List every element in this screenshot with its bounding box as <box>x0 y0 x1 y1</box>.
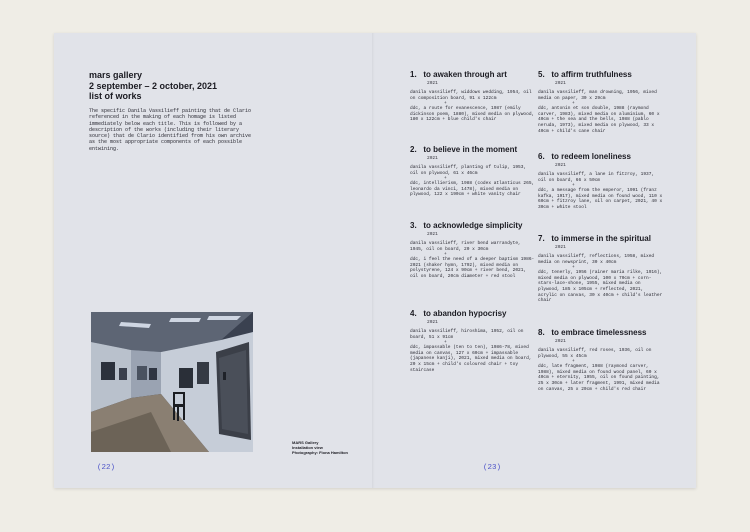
section-heading <box>410 145 535 155</box>
work-section-2 <box>410 145 535 198</box>
ddc-entry: ddc, intellierism, 1988 (codex atlanticus 265, leonardo da vinci, 1478), mixed media on plywood, 122 x 190cm + white vanity chair <box>410 181 535 198</box>
ddc-entry: ddc, a route for evanescence, 1987 (emily dickinson poem, 1880), mixed media on plywood, 180 x 122cm + blue child's chair <box>410 106 535 123</box>
work-section-6 <box>538 152 663 211</box>
exhibition-header <box>89 70 289 102</box>
page-number-right: (23) <box>483 464 502 472</box>
section-number: 7. <box>538 234 545 243</box>
section-title: to abandon hypocrisy <box>423 309 507 318</box>
ddc-entry: ddc, tenerly, 1956 (rainer maria rilke, 1916), mixed media on plywood, 100 x 70cm + corn-stars-lace-shone, 1955, mixed media on plywood, 185 x 105cm + reflected, 2021, acrylic on canvas, 30 x 40cm + child's leather chair <box>538 270 663 304</box>
ddc-entry: ddc, a message from the emperor, 1991 (franz kafka, 1917), mixed media on found wood, 110 x 60cm + fitzroy lane, oil on carpet, 2021, 40 x 30cm + white stool <box>538 188 663 210</box>
vassilieff-entry: danila vassilieff, a lane in fitzroy, 1937, oil on board, 66 x 50cm <box>538 172 655 183</box>
work-section-3 <box>410 221 535 280</box>
plus-sign: + <box>572 101 575 107</box>
work-section-5 <box>538 70 663 134</box>
photo-caption <box>292 440 348 455</box>
gallery-name: mars gallery <box>89 70 143 80</box>
section-title: to affirm truthfulness <box>551 70 632 79</box>
left-page <box>54 33 375 488</box>
vassilieff-entry: danila vassilieff, widdows wedding, 1954, oil on composition board, 91 x 122cm <box>410 90 532 101</box>
section-title: to embrace timelessness <box>551 328 647 337</box>
section-number: 4. <box>410 309 417 318</box>
vassilieff-entry: danila vassilieff, hiroshima, 1952, oil on board, 51 x 91cm <box>410 329 524 340</box>
work-section-8 <box>538 328 663 392</box>
section-number: 5. <box>538 70 545 79</box>
plus-sign: + <box>444 101 447 107</box>
section-year: 2021 <box>427 156 438 161</box>
section-title: to awaken through art <box>423 70 507 79</box>
plus-sign: + <box>572 359 575 365</box>
section-year: 2021 <box>555 163 566 168</box>
ddc-entry: ddc, i feel the need of a deeper baptism 1986-2021 (shaker hymn, 1792), mixed media on polystyrene, 124 x 90cm + river bend, 2021, oil on board, 20cm diameter + red stool <box>410 257 535 279</box>
section-year: 2021 <box>427 81 438 86</box>
section-year: 2021 <box>555 81 566 86</box>
section-year: 2021 <box>555 339 566 344</box>
section-heading <box>410 70 535 80</box>
section-title: to immerse in the spiritual <box>551 234 651 243</box>
intro-paragraph: The specific Danila Vassilieff painting that de Clario referenced in the making of each homage is listed immediately below each title. This is followed by a description of the works (including their literary source) that de Clario identified from his own archive as the most appropriate components of each possible entwining. <box>89 108 252 152</box>
section-year: 2021 <box>555 245 566 250</box>
booklet-spread <box>54 33 696 488</box>
right-page <box>375 33 696 488</box>
page-number-left: (22) <box>97 464 116 472</box>
plus-sign: + <box>444 340 447 346</box>
exhibition-dates: 2 september – 2 october, 2021 <box>89 80 218 91</box>
caption-view: Installation view <box>292 445 323 450</box>
section-number: 6. <box>538 152 545 161</box>
section-title: to redeem loneliness <box>551 152 631 161</box>
vassilieff-entry: danila vassilieff, reflections, 1958, mixed media on newsprint, 30 x 40cm <box>538 254 655 265</box>
plus-sign: + <box>444 252 447 258</box>
section-number: 8. <box>538 328 545 337</box>
section-heading <box>538 152 663 162</box>
vassilieff-entry: danila vassilieff, man drowning, 1956, mixed media on paper, 30 x 29cm <box>538 90 657 101</box>
section-number: 2. <box>410 145 417 154</box>
section-title: to acknowledge simplicity <box>423 221 523 230</box>
section-number: 3. <box>410 221 417 230</box>
section-title: to believe in the moment <box>423 145 518 154</box>
vassilieff-entry: danila vassilieff, planting of tulip, 1953, oil on plywood, 61 x 46cm <box>410 165 527 176</box>
section-number: 1. <box>410 70 417 79</box>
work-section-7 <box>538 234 663 304</box>
plus-sign: + <box>572 183 575 189</box>
caption-gallery: MARS Gallery <box>292 440 319 445</box>
ddc-entry: ddc, impassable (ten to ten), 1986-78, mixed media on canvas, 127 x 60cm + impassable (japanese kanji), 2021, mixed media on board, 20 x 15cm + child's coloured chair + toy staircase <box>410 345 532 373</box>
section-year: 2021 <box>427 320 438 325</box>
section-heading <box>410 221 535 231</box>
section-heading <box>538 70 663 80</box>
list-heading: list of works <box>89 91 142 101</box>
plus-sign: + <box>444 176 447 182</box>
vassilieff-entry: danila vassilieff, river bend warrandyte, 1945, oil on board, 20 x 30cm <box>410 241 521 252</box>
section-heading <box>410 309 535 319</box>
work-section-4 <box>410 309 535 373</box>
ddc-entry: ddc, antonin et son double, 1988 (raymond carver, 1983), mixed media on aluminium, 60 x 40cm + the sea and the bells, 1988 (pablo neruda, 1973), mixed media on plywood, 33 x 40cm + child's cane chair <box>538 106 660 134</box>
vassilieff-entry: danila vassilieff, red roses, 1936, oil on plywood, 55 x 45cm <box>538 348 652 359</box>
section-heading <box>538 328 663 338</box>
work-section-1 <box>410 70 535 123</box>
ddc-entry: ddc, late fragment, 1988 (raymond carver, 1988), mixed media on found wood panel, 60 x 40cm + eternity, 1955, oil on found painting, 25 x 30cm + later fragment, 1991, mixed media on canvas, 25 x 20cm + child's red chair <box>538 364 660 392</box>
section-year: 2021 <box>427 232 438 237</box>
caption-credit: Photography: Fiona Hamilton <box>292 450 348 455</box>
installation-photo <box>91 312 253 452</box>
plus-sign: + <box>572 265 575 271</box>
section-heading <box>538 234 663 244</box>
